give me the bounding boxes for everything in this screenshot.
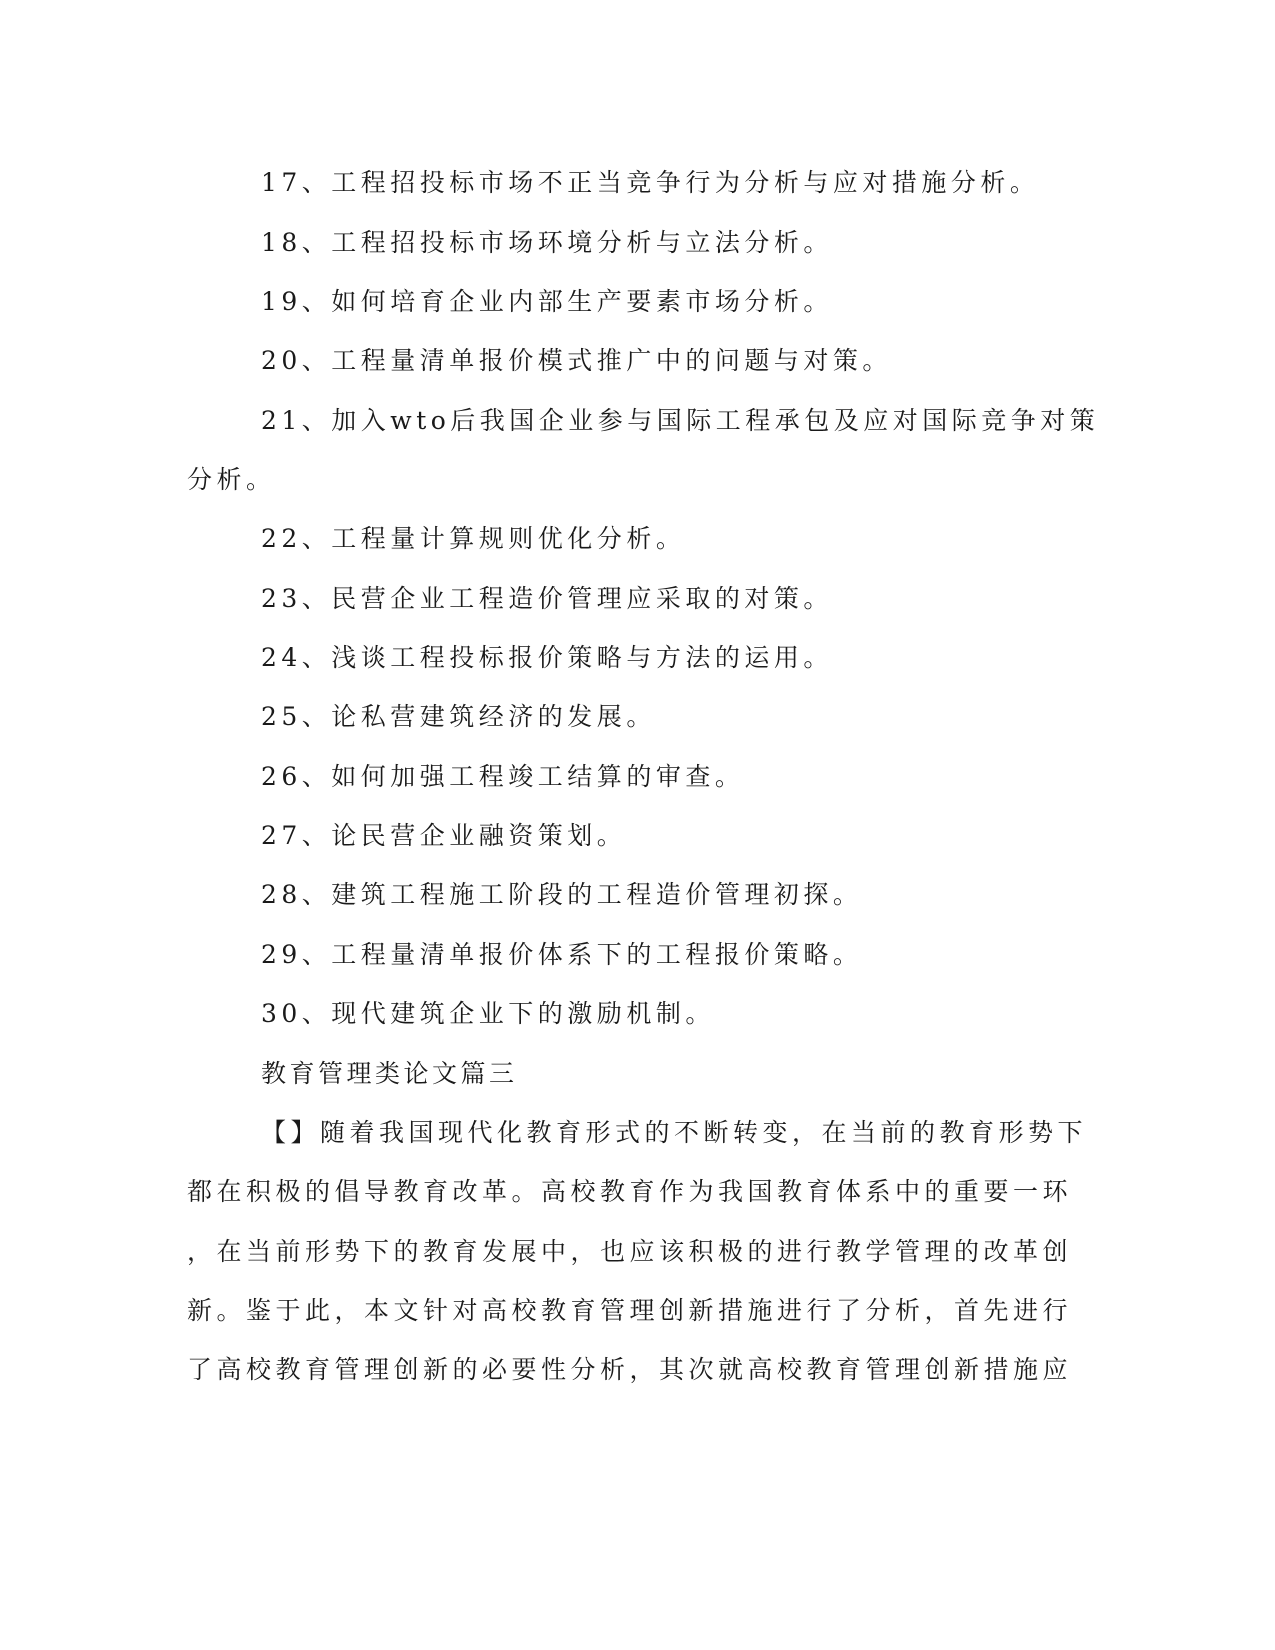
abstract-line: ，在当前形势下的教育发展中，也应该积极的进行教学管理的改革创 [187,1237,1073,1266]
list-item: 25、论私营建筑经济的发展。 [261,702,656,731]
list-item: 18、工程招投标市场环境分析与立法分析。 [261,228,833,257]
list-item: 22、工程量计算规则优化分析。 [261,524,686,553]
abstract-line: 新。鉴于此，本文针对高校教育管理创新措施进行了分析，首先进行 [187,1296,1073,1325]
abstract-line: 了高校教育管理创新的必要性分析，其次就高校教育管理创新措施应 [187,1355,1073,1384]
list-item: 24、浅谈工程投标报价策略与方法的运用。 [261,643,833,672]
section-heading: 教育管理类论文篇三 [261,1059,518,1088]
list-item: 29、工程量清单报价体系下的工程报价策略。 [261,940,863,969]
list-item: 27、论民营企业融资策划。 [261,821,627,850]
abstract-line: 都在积极的倡导教育改革。高校教育作为我国教育体系中的重要一环 [187,1177,1073,1206]
list-item: 28、建筑工程施工阶段的工程造价管理初探。 [261,880,863,909]
list-item: 21、加入wto后我国企业参与国际工程承包及应对国际竞争对策 [261,406,1100,435]
list-item: 30、现代建筑企业下的激励机制。 [261,999,715,1028]
list-item: 20、工程量清单报价模式推广中的问题与对策。 [261,346,892,375]
abstract-line: 【】随着我国现代化教育形式的不断转变，在当前的教育形势下 [261,1118,1088,1147]
list-item: 23、民营企业工程造价管理应采取的对策。 [261,584,833,613]
list-item: 17、工程招投标市场不正当竞争行为分析与应对措施分析。 [261,168,1040,197]
list-item: 26、如何加强工程竣工结算的审查。 [261,762,745,791]
list-item-continuation: 分析。 [187,465,276,494]
list-item: 19、如何培育企业内部生产要素市场分析。 [261,287,833,316]
